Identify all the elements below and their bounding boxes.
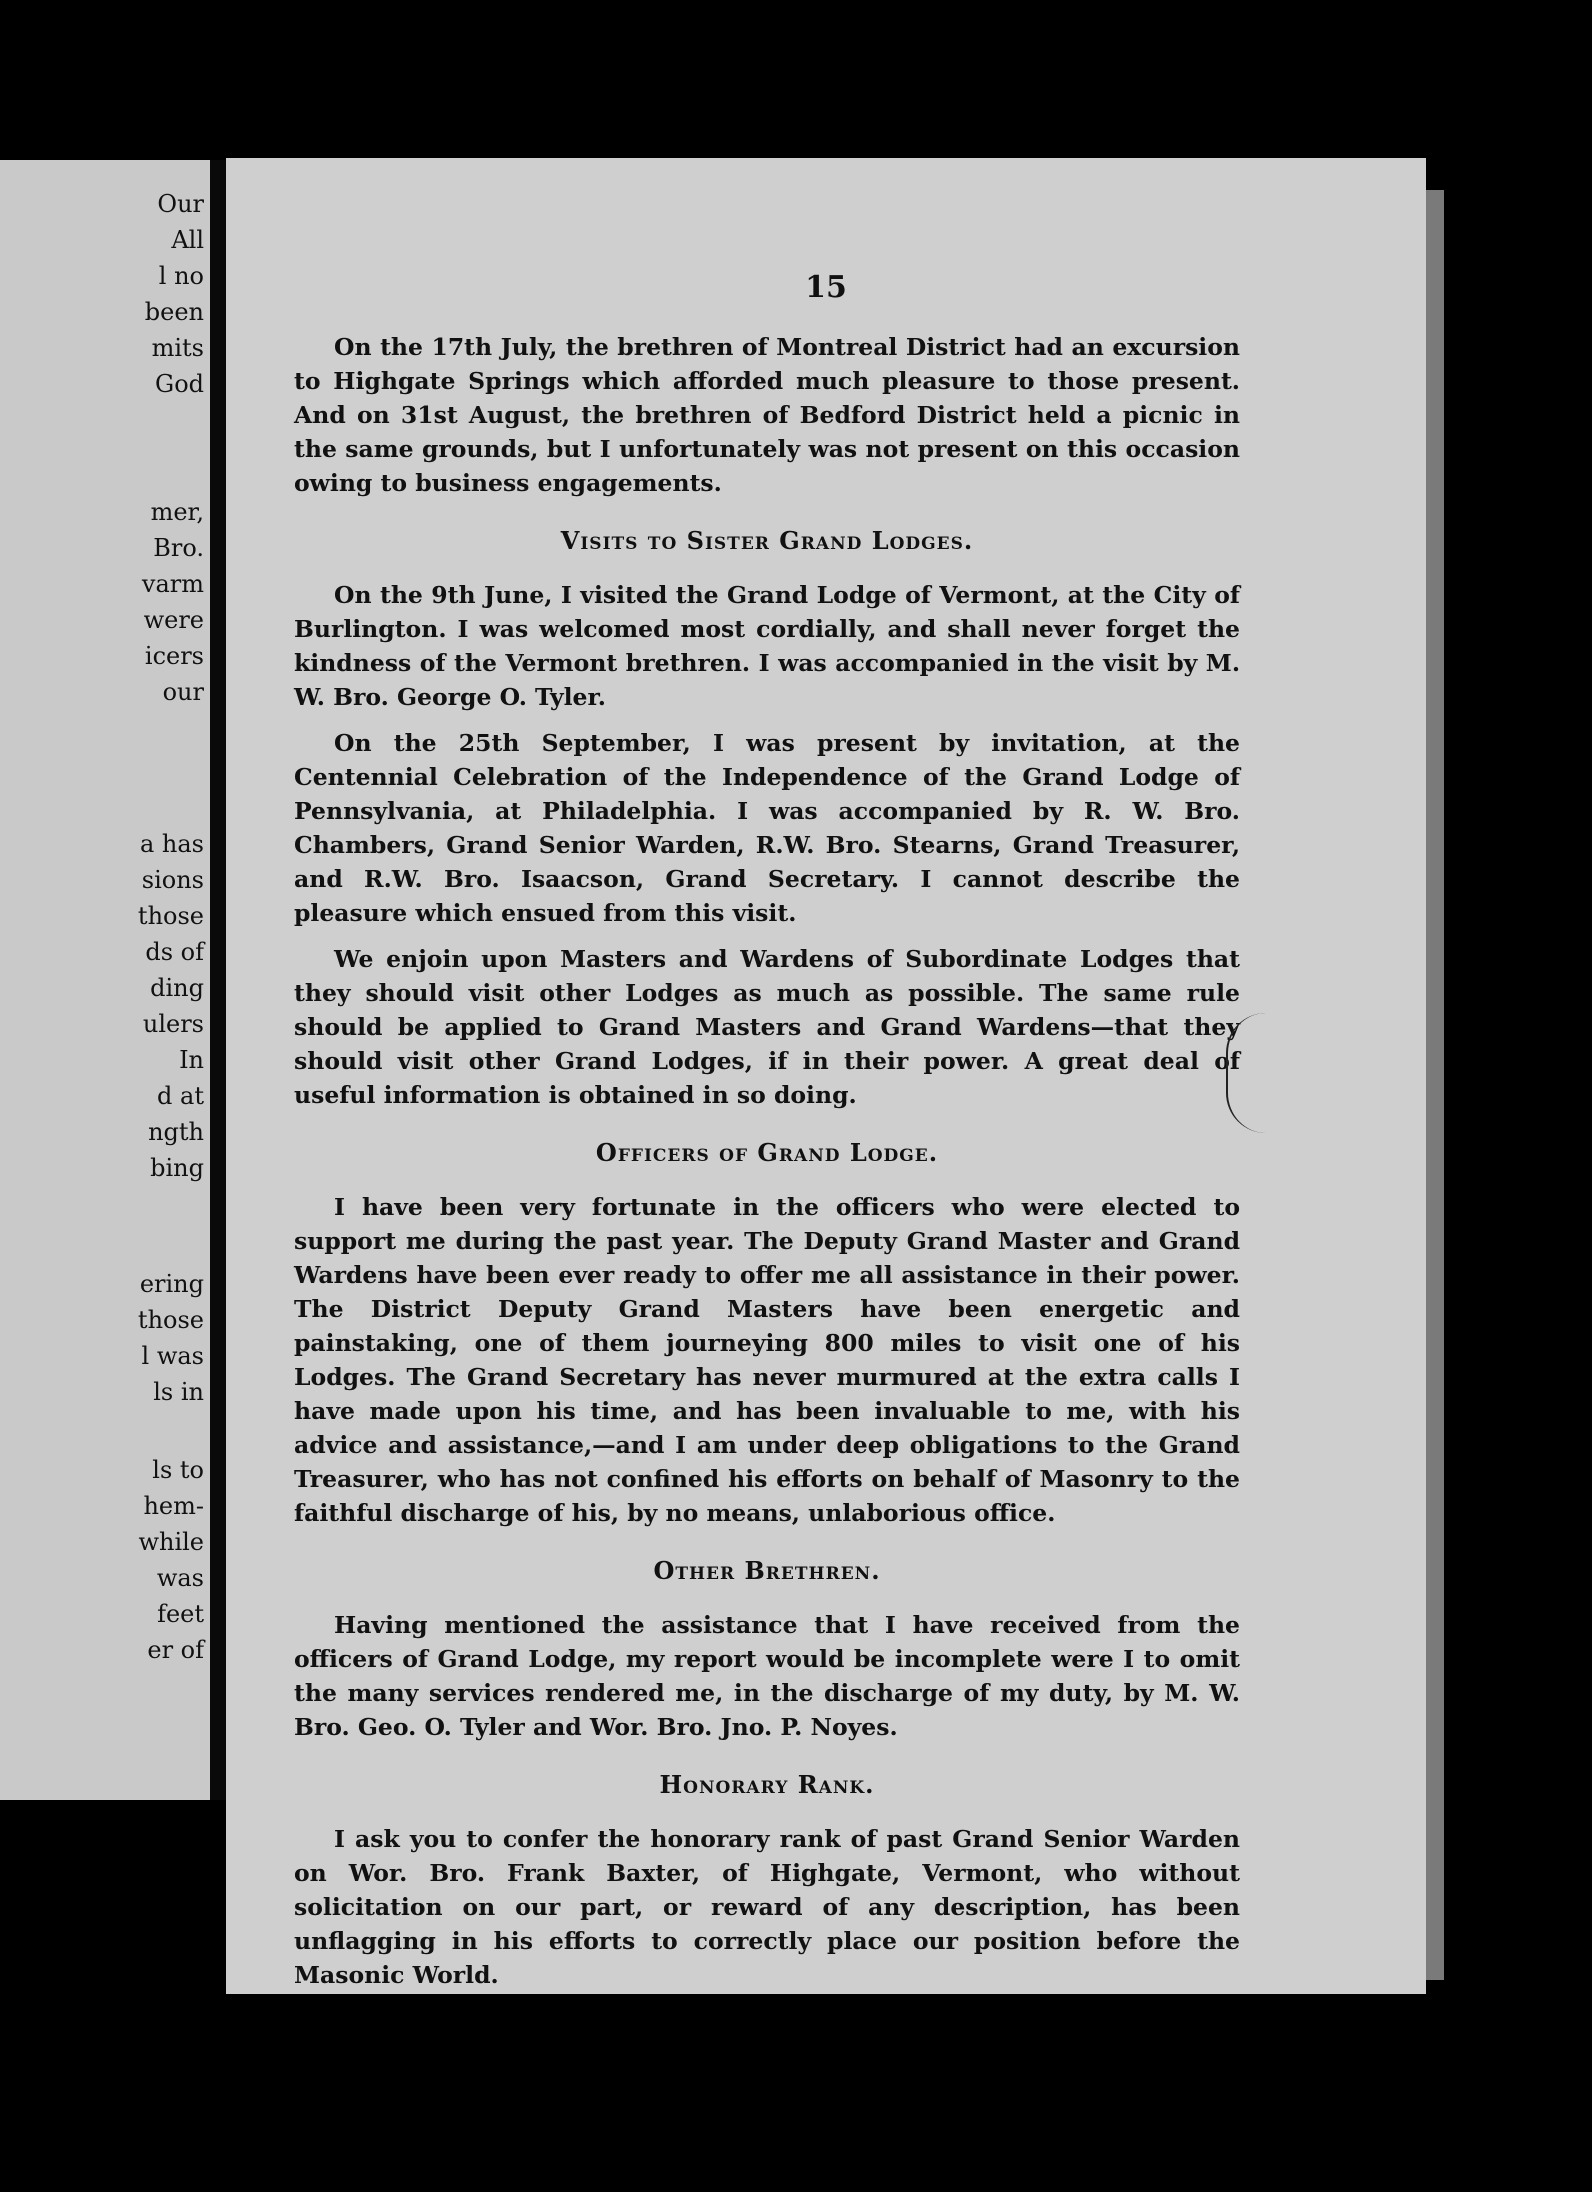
body-paragraph: On the 9th June, I visited the Grand Lodge of Vermont, at the City of Burlington. I was welcomed most cordially, and shall never forget the kindness of the Vermont brethren. I was accompanied in the visit by M. W. Bro. George O. Tyler.: [294, 581, 1240, 711]
facing-page-text-fragment: God: [155, 370, 204, 398]
section-heading: Other Brethren.: [653, 1556, 881, 1585]
facing-page-text-fragment: those: [137, 902, 204, 930]
facing-page-text-fragment: ds of: [145, 938, 204, 966]
facing-page-text-fragment: were: [143, 606, 204, 634]
facing-page-text-fragment: Our: [157, 190, 204, 218]
facing-page-text-fragment: was: [156, 1564, 204, 1592]
margin-pencil-mark: [1226, 1013, 1268, 1133]
section-heading: Officers of Grand Lodge.: [595, 1138, 939, 1167]
section-heading: Visits to Sister Grand Lodges.: [560, 526, 974, 555]
page-number: 15: [805, 270, 847, 305]
page-edge: [1426, 190, 1444, 1980]
body-paragraph: Having mentioned the assistance that I have received from the officers of Grand Lodge, my report would be incomplete were I to omit the many services rendered me, in the discharge of my duty, by M. W. Bro. Geo. O. Tyler and Wor. Bro. Jno. P. Noyes.: [294, 1611, 1240, 1741]
facing-page-text-fragment: All: [171, 226, 204, 254]
facing-page-text-fragment: a has: [139, 830, 204, 858]
facing-page-text-fragment: icers: [144, 642, 204, 670]
facing-page-text-fragment: ding: [150, 974, 204, 1002]
facing-page-text-fragment: mits: [151, 334, 204, 362]
facing-page-text-fragment: sions: [141, 866, 204, 894]
document-page: [226, 158, 1426, 1994]
body-paragraph: On the 17th July, the brethren of Montreal District had an excursion to Highgate Springs which afforded much pleasure to those present. And on 31st August, the brethren of Bedford District held a picnic in the same grounds, but I unfortunately was not present on this occasion owing to business engagements.: [294, 333, 1240, 497]
facing-page-text-fragment: those: [137, 1306, 204, 1334]
facing-page-text-fragment: l no: [158, 262, 204, 290]
facing-page-text-fragment: ls in: [153, 1378, 204, 1406]
body-paragraph: On the 25th September, I was present by invitation, at the Centennial Celebration of the Independence of the Grand Lodge of Pennsylvania, at Philadelphia. I was accompanied by R. W. Bro. Chambers, Grand Senior Warden, R.W. Bro. Stearns, Grand Treasurer, and R.W. Bro. Isaacson, Grand Secretary. I cannot describe the pleasure which ensued from this visit.: [294, 729, 1240, 927]
book-gutter: [210, 160, 226, 1800]
body-paragraph: I ask you to confer the honorary rank of past Grand Senior Warden on Wor. Bro. Frank Baxter, of Highgate, Vermont, who without solicitation on our part, or reward of any description, has been unflagging in his efforts to correctly place our position before the Masonic World.: [294, 1825, 1240, 1989]
facing-page-fragment: [0, 160, 210, 1800]
page-body: [294, 330, 1240, 1994]
section-heading: Honorary Rank.: [659, 1770, 875, 1799]
facing-page-text-fragment: er of: [147, 1636, 204, 1664]
facing-page-text-fragment: mer,: [150, 498, 204, 526]
facing-page-text-fragment: ering: [139, 1270, 204, 1298]
body-paragraph: We enjoin upon Masters and Wardens of Subordinate Lodges that they should visit other Lodges as much as possible. The same rule should be applied to Grand Masters and Grand Wardens—that they should visit other Grand Lodges, if in their power. A great deal of useful information is obtained in so doing.: [294, 945, 1240, 1109]
body-paragraph: I have been very fortunate in the officers who were elected to support me during the past year. The Deputy Grand Master and Grand Wardens have been ever ready to offer me all assistance in their power. The District Deputy Grand Masters have been energetic and painstaking, one of them journeying 800 miles to visit one of his Lodges. The Grand Secretary has never murmured at the extra calls I have made upon his time, and has been invaluable to me, with his advice and assistance,—and I am under deep obligations to the Grand Treasurer, who has not confined his efforts on behalf of Masonry to the faithful discharge of his, by no means, unlaborious office.: [294, 1193, 1240, 1527]
facing-page-text-fragment: ulers: [142, 1010, 204, 1038]
facing-page-text-fragment: been: [144, 298, 204, 326]
facing-page-text-fragment: ls to: [152, 1456, 204, 1484]
facing-page-text-fragment: our: [162, 678, 204, 706]
facing-page-text-fragment: d at: [157, 1082, 204, 1110]
facing-page-text-fragment: l was: [141, 1342, 204, 1370]
facing-page-text-fragment: bing: [150, 1154, 204, 1182]
facing-page-text-fragment: varm: [141, 570, 204, 598]
facing-page-text-fragment: In: [179, 1046, 204, 1074]
facing-page-text-fragment: Bro.: [153, 534, 204, 562]
facing-page-text-fragment: ngth: [148, 1118, 204, 1146]
facing-page-text-fragment: feet: [157, 1600, 204, 1628]
facing-page-text-fragment: hem-: [143, 1492, 204, 1520]
facing-page-text-fragment: while: [138, 1528, 204, 1556]
